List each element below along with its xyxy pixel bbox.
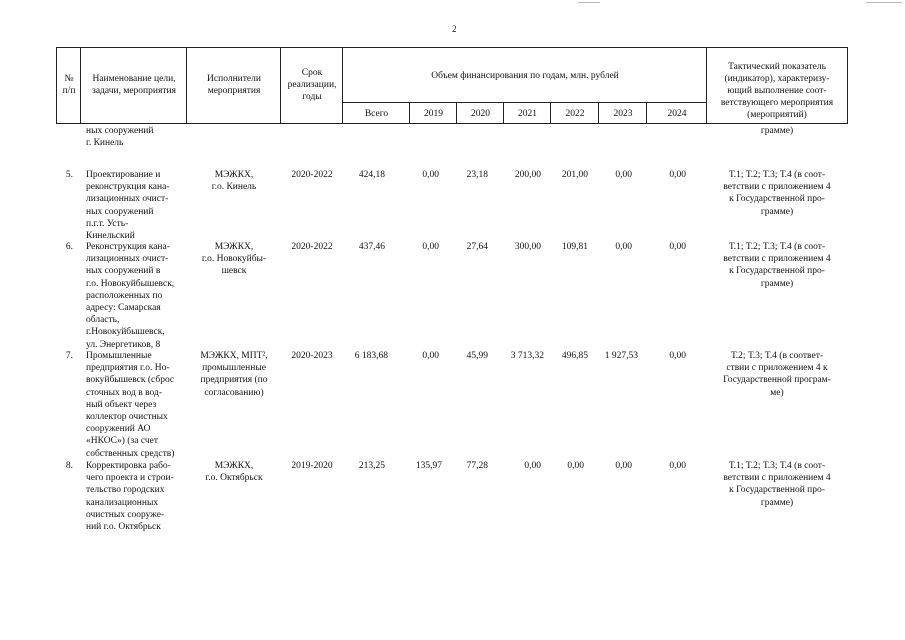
row-executor: МЭЖКХ, МПТ², промышленные предприятия (по согласованию)	[200, 351, 268, 398]
header-indicator: Тактический показатель (индикатор), характеризу- ющий выполнение соот- ветствующего мероприятия (мероприятий)	[720, 62, 834, 120]
header-year-2021: 2021	[518, 109, 537, 119]
row-2024: 0,00	[669, 461, 686, 471]
row-2020: 45,99	[466, 351, 488, 361]
row-2023: 1 927,53	[604, 351, 638, 361]
header-name: Наименование цели, задачи, мероприятия	[92, 74, 176, 96]
row-2023: 0,00	[615, 170, 632, 180]
header-total: Всего	[364, 109, 389, 119]
row-2024: 0,00	[669, 170, 686, 180]
scan-mark-top	[578, 2, 600, 3]
row-number: 5.	[65, 170, 73, 180]
row-indicator: Т.1; Т.2; Т.3; Т.4 (в соот- ветствии с приложением 4 к Государственной про- грамме)	[723, 170, 831, 217]
row-2022: 201,00	[561, 170, 588, 180]
row-2020: 23,18	[466, 170, 488, 180]
header-year-2020: 2020	[471, 109, 490, 119]
row-2022: 496,85	[561, 351, 588, 361]
row-period: 2020-2023	[291, 351, 333, 361]
header-executor: Исполнители мероприятия	[207, 74, 261, 96]
row-2024: 0,00	[669, 242, 686, 252]
row-2020: 27,64	[466, 242, 488, 252]
row-period: 2020-2022	[291, 170, 333, 180]
row-indicator: Т.1; Т.2; Т.3; Т.4 (в соот- ветствии с приложением 4 к Государственной про- грамме)	[723, 242, 831, 289]
row-2022: 0,00	[567, 461, 584, 471]
row-2020: 77,28	[466, 461, 488, 471]
row-2021: 200,00	[514, 170, 541, 180]
row-2019: 0,00	[422, 242, 439, 252]
row-2019: 135,97	[415, 461, 442, 471]
header-num: № п/п	[62, 74, 76, 96]
row-period: 2019-2020	[291, 461, 333, 471]
row-2023: 0,00	[615, 242, 632, 252]
row-2024: 0,00	[669, 351, 686, 361]
header-year-2022: 2022	[565, 109, 585, 119]
row-number: 8.	[65, 461, 73, 471]
continuation-name: ных сооружений г. Кинель	[86, 126, 154, 149]
row-2019: 0,00	[422, 170, 439, 180]
row-name: Корректировка рабо- чего проекта и строи- тельство городских канализационных очистных сооруже- ний г.о. Октябрьск	[86, 461, 174, 533]
row-2021: 300,00	[514, 242, 541, 252]
row-executor: МЭЖКХ, г.о. Новокуйбы- шевск	[201, 242, 267, 277]
row-indicator: Т.2; Т.3; Т.4 (в соответ- ствии с приложением 4 к Государственной програм- ме)	[723, 351, 831, 398]
row-name: Реконструкция кана- лизационных очист- ных сооружений в г.о. Новокуйбышевск, расположенных по адресу: Самарская область, г.Новокуйбышевск, ул. Энергетиков, 8	[86, 242, 175, 350]
row-2019: 0,00	[422, 351, 439, 361]
row-executor: МЭЖКХ, г.о. Кинель	[211, 170, 257, 193]
row-2021: 0,00	[524, 461, 541, 471]
row-executor: МЭЖКХ, г.о. Октябрьск	[205, 461, 263, 484]
header-year-2024: 2024	[667, 109, 687, 119]
header-year-2023: 2023	[613, 109, 633, 119]
page-number: 2	[452, 24, 457, 34]
row-period: 2020-2022	[291, 242, 333, 252]
scan-mark-top-right	[866, 2, 902, 3]
row-total: 6 183,68	[354, 351, 388, 361]
row-name: Проектирование и реконструкция кана- лизационных очист- ных сооружений п.г.т. Усть- Кинельский	[86, 170, 170, 242]
row-indicator: Т.1; Т.2; Т.3; Т.4 (в соот- ветствии с приложением 4 к Государственной про- грамме)	[723, 461, 831, 508]
row-total: 213,25	[358, 461, 385, 471]
row-total: 424,18	[358, 170, 385, 180]
header-funding: Объем финансирования по годам, млн. рублей	[431, 71, 619, 81]
header-year-2019: 2019	[424, 109, 443, 119]
row-name: Промышленные предприятия г.о. Но- вокуйбышевск (сброс сточных вод в вод- ный объект через коллектор очистных сооружений АО «НКОС») (за счет собственных средств)	[86, 351, 175, 459]
row-2023: 0,00	[615, 461, 632, 471]
row-2022: 109,81	[561, 242, 588, 252]
row-total: 437,46	[358, 242, 385, 252]
row-2021: 3 713,32	[510, 351, 544, 361]
row-number: 7.	[65, 351, 73, 361]
continuation-indicator: грамме)	[760, 126, 794, 136]
header-period: Срок реализации, годы	[287, 68, 337, 102]
row-number: 6.	[65, 242, 73, 252]
